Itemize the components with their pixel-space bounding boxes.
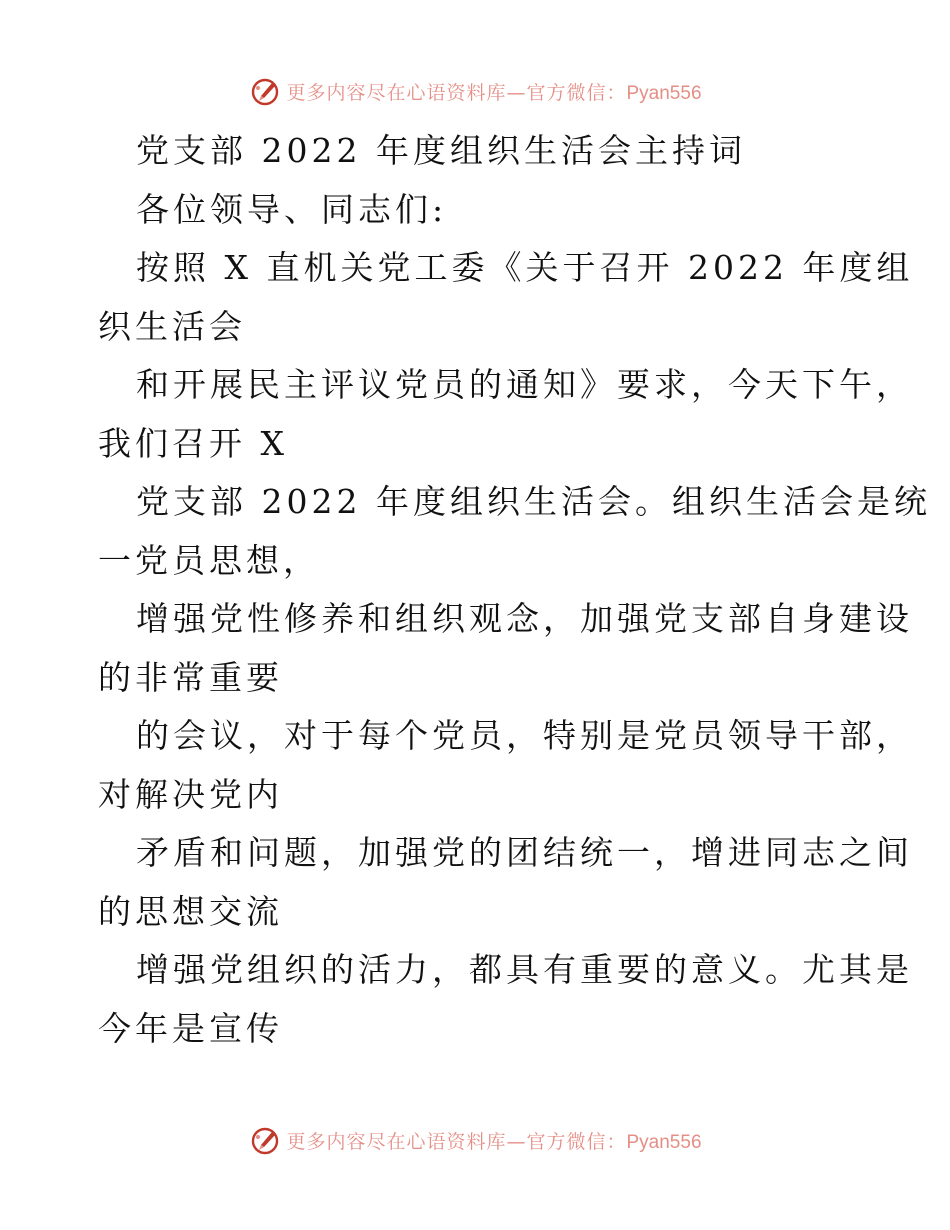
pen-nib-logo-icon <box>248 74 282 108</box>
paragraph-line: 的非常重要 <box>98 657 283 697</box>
salutation: 各位领导、同志们: <box>136 189 448 229</box>
document-body <box>98 122 931 1058</box>
footer-banner-label: 更多内容尽在心语资料库—官方微信： <box>286 1130 627 1153</box>
header-banner <box>0 71 950 111</box>
pen-nib-logo-icon <box>248 1123 282 1157</box>
document-title: 党支部 2022 年度组织生活会主持词 <box>136 131 746 170</box>
header-banner-label: 更多内容尽在心语资料库—官方微信： <box>286 81 627 104</box>
footer-banner-text <box>286 1127 701 1154</box>
paragraph-line: 我们召开 X <box>98 423 288 463</box>
paragraph-line: 对解决党内 <box>98 774 283 814</box>
footer-banner <box>0 1120 950 1160</box>
paragraph-line: 和开展民主评议党员的通知》要求，今天下午， <box>136 365 913 404</box>
footer-wechat-id: Pyan556 <box>626 1131 702 1153</box>
header-banner-text <box>286 78 701 105</box>
paragraph-line: 增强党组织的活力，都具有重要的意义。尤其是 <box>136 950 913 989</box>
header-wechat-id: Pyan556 <box>626 82 702 104</box>
paragraph-line: 党支部 2022 年度组织生活会。组织生活会是统 <box>136 482 931 521</box>
paragraph-line: 织生活会 <box>98 306 246 346</box>
paragraph-line: 矛盾和问题，加强党的团结统一，增进同志之间 <box>136 833 913 872</box>
paragraph-line: 的会议，对于每个党员，特别是党员领导干部， <box>136 716 913 755</box>
paragraph-line: 按照 X 直机关党工委《关于召开 2022 年度组 <box>136 248 914 287</box>
paragraph-line: 增强党性修养和组织观念，加强党支部自身建设 <box>136 599 913 638</box>
paragraph-line: 今年是宣传 <box>98 1008 283 1048</box>
paragraph-line: 的思想交流 <box>98 891 283 931</box>
paragraph-line: 一党员思想， <box>98 540 320 580</box>
